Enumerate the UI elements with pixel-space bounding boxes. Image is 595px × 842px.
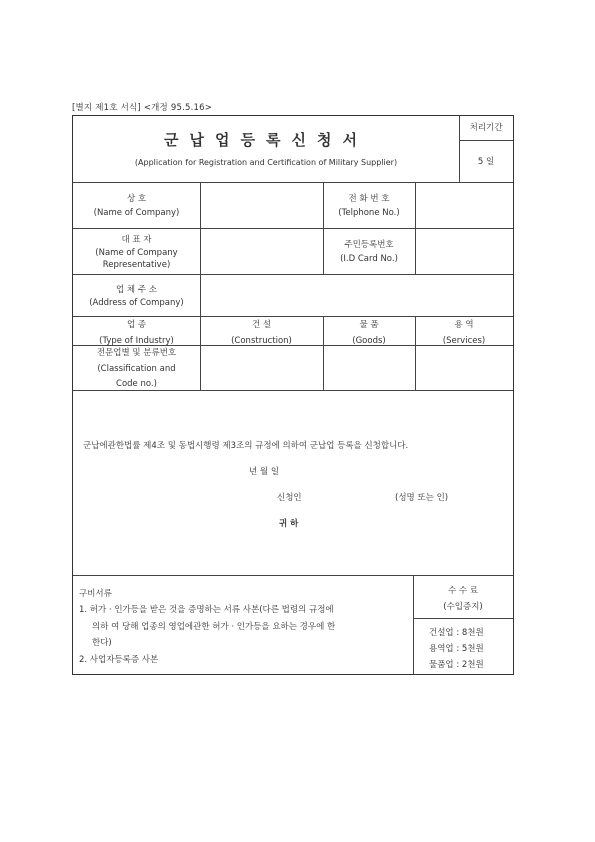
phone-label-en: (Telphone No.) (338, 208, 400, 218)
services-label: 용 역 (454, 320, 474, 330)
industry-type-label-en: (Type of Industry) (99, 336, 174, 346)
classification-label: 전문업별 및 분류번호 (96, 348, 177, 358)
industry-type-label: 업 종 (126, 320, 147, 330)
divider (459, 140, 513, 141)
construction-class-field[interactable] (201, 346, 322, 390)
fee-construction: 건설업 : 8천원 (429, 628, 484, 638)
application-statement: 군납에관한법률 제4조 및 동법시행령 제3조의 규정에 의하여 군납업 등록을 신청합니다. (83, 441, 409, 451)
divider (413, 618, 513, 619)
document-item-1-line1: 1. 허가 · 인가등을 받은 것을 증명하는 서류 사본(다른 법령의 규정에 (79, 605, 334, 615)
representative-label-en2: Representative) (102, 260, 171, 270)
id-card-field[interactable] (416, 229, 513, 274)
processing-label: 처리기간 (469, 123, 503, 133)
services-label-en: (Services) (442, 336, 486, 346)
processing-value: 5 일 (477, 157, 495, 167)
representative-label: 대 표 자 (121, 235, 152, 245)
id-label-en: (I.D Card No.) (340, 254, 398, 264)
classification-label-en1: (Classification and (97, 364, 176, 374)
classification-label-en2: Code no.) (116, 379, 157, 389)
address-label: 업 체 주 소 (116, 285, 157, 295)
construction-label: 건 설 (251, 320, 272, 330)
representative-field[interactable] (201, 229, 322, 274)
goods-label-en: (Goods) (352, 336, 386, 346)
form-subtitle: (Application for Registration and Certification of Military Supplier) (134, 158, 398, 167)
construction-label-en: (Construction) (231, 336, 292, 346)
representative-label-en1: (Name of Company (95, 248, 178, 258)
phone-field[interactable] (416, 183, 513, 228)
fee-goods: 물품업 : 2천원 (429, 660, 484, 670)
divider (73, 390, 513, 391)
form-title: 군납업등록신청서 (164, 131, 368, 149)
address-label-en: (Address of Company) (89, 298, 184, 308)
document-item-1-line2: 의하 여 당해 업종의 영업에관한 허가 · 인가등을 요하는 경우에 한 (92, 622, 336, 632)
signature-label: (성명 또는 인) (395, 493, 449, 503)
fee-subtitle: (수입증지) (443, 602, 483, 612)
company-label: 상 호 (126, 194, 147, 204)
company-name-field[interactable] (201, 183, 322, 228)
addressee: 귀 하 (279, 519, 299, 529)
services-class-field[interactable] (416, 346, 513, 390)
divider (73, 575, 513, 576)
form-header: [별지 제1호 서식] <개정 95.5.16> (72, 103, 213, 113)
divider (73, 316, 513, 317)
application-form (72, 115, 514, 675)
document-item-2: 2. 사업자등록증 사본 (79, 655, 159, 665)
id-label: 주민등록번호 (344, 240, 394, 250)
applicant-label: 신청인 (277, 493, 302, 503)
phone-label: 전 화 번 호 (348, 194, 390, 204)
goods-label: 물 품 (359, 320, 379, 330)
date-line: 년 월 일 (249, 467, 280, 477)
document-item-1-line3: 한다) (92, 638, 112, 648)
company-label-en: (Name of Company) (93, 208, 180, 218)
address-field[interactable] (201, 275, 513, 316)
documents-title: 구비서류 (79, 589, 112, 599)
fee-title: 수 수 료 (447, 586, 479, 596)
fee-services: 용역업 : 5천원 (429, 644, 484, 654)
goods-class-field[interactable] (324, 346, 414, 390)
